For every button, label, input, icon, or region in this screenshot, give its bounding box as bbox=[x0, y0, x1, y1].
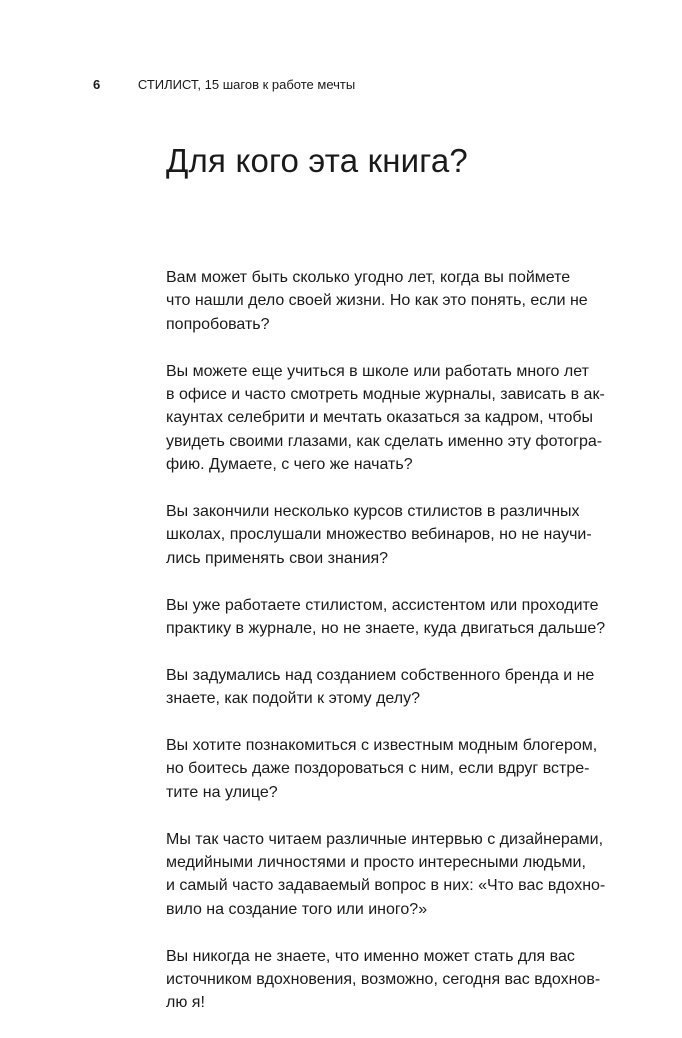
text-line: но боитесь даже поздороваться с ним, если вдруг встре- bbox=[166, 760, 590, 778]
text-line: и самый часто задаваемый вопрос в них: «Что вас вдохно- bbox=[166, 877, 606, 895]
paragraph bbox=[166, 664, 596, 711]
paragraph bbox=[166, 828, 606, 922]
text-line: Вы можете еще учиться в школе или работать много лет bbox=[166, 362, 589, 380]
paragraph bbox=[166, 266, 596, 336]
text-line: школах, прослушали множество вебинаров, но не научи- bbox=[166, 526, 592, 544]
text-line: Вы задумались над созданием собственного бренда и не bbox=[166, 666, 595, 684]
body-text bbox=[166, 266, 606, 1038]
text-line: увидеть своими глазами, как сделать именно эту фотогра- bbox=[166, 432, 603, 450]
text-line: Вы хотите познакомиться с известным модным блогером, bbox=[166, 737, 598, 755]
paragraph bbox=[166, 594, 606, 641]
paragraph bbox=[166, 360, 605, 477]
running-head bbox=[93, 77, 355, 93]
paragraph bbox=[166, 734, 596, 804]
text-line: Мы так часто читаем различные интервью с дизайнерами, bbox=[166, 830, 604, 848]
text-line: в офисе и часто смотреть модные журналы, зависать в ак- bbox=[166, 386, 605, 404]
page-number: 6 bbox=[93, 77, 101, 92]
text-line: вило на создание того или иного?» bbox=[166, 900, 428, 918]
running-title: СТИЛИСТ, 15 шагов к работе мечты bbox=[137, 77, 356, 92]
text-line: Вы никогда не знаете, что именно может стать для вас bbox=[166, 947, 575, 965]
text-line: попробовать? bbox=[166, 315, 270, 333]
text-line: лю я! bbox=[166, 994, 205, 1012]
text-line: тите на улице? bbox=[166, 783, 278, 801]
chapter-title: Для кого эта книга? bbox=[166, 142, 468, 179]
text-line: источником вдохновения, возможно, сегодня вас вдохнов- bbox=[166, 971, 601, 989]
text-line: Вам может быть сколько угодно лет, когда вы поймете bbox=[166, 269, 571, 286]
text-line: что нашли дело своей жизни. Но как это понять, если не bbox=[166, 292, 588, 310]
text-line: медийными личностями и просто интересными людьми, bbox=[166, 854, 586, 872]
text-line: Вы уже работаете стилистом, ассистентом или проходите bbox=[166, 596, 599, 614]
paragraph bbox=[166, 945, 601, 1015]
text-line: каунтах селебрити и мечтать оказаться за кадром, чтобы bbox=[166, 409, 594, 427]
text-line: фию. Думаете, с чего же начать? bbox=[166, 456, 413, 474]
text-line: знаете, как подойти к этому делу? bbox=[166, 690, 421, 708]
text-line: Вы закончили несколько курсов стилистов в различных bbox=[166, 503, 580, 521]
text-line: практику в журнале, но не знаете, куда двигаться дальше? bbox=[166, 620, 606, 638]
paragraph bbox=[166, 500, 596, 570]
text-line: лись применять свои знания? bbox=[166, 549, 389, 567]
